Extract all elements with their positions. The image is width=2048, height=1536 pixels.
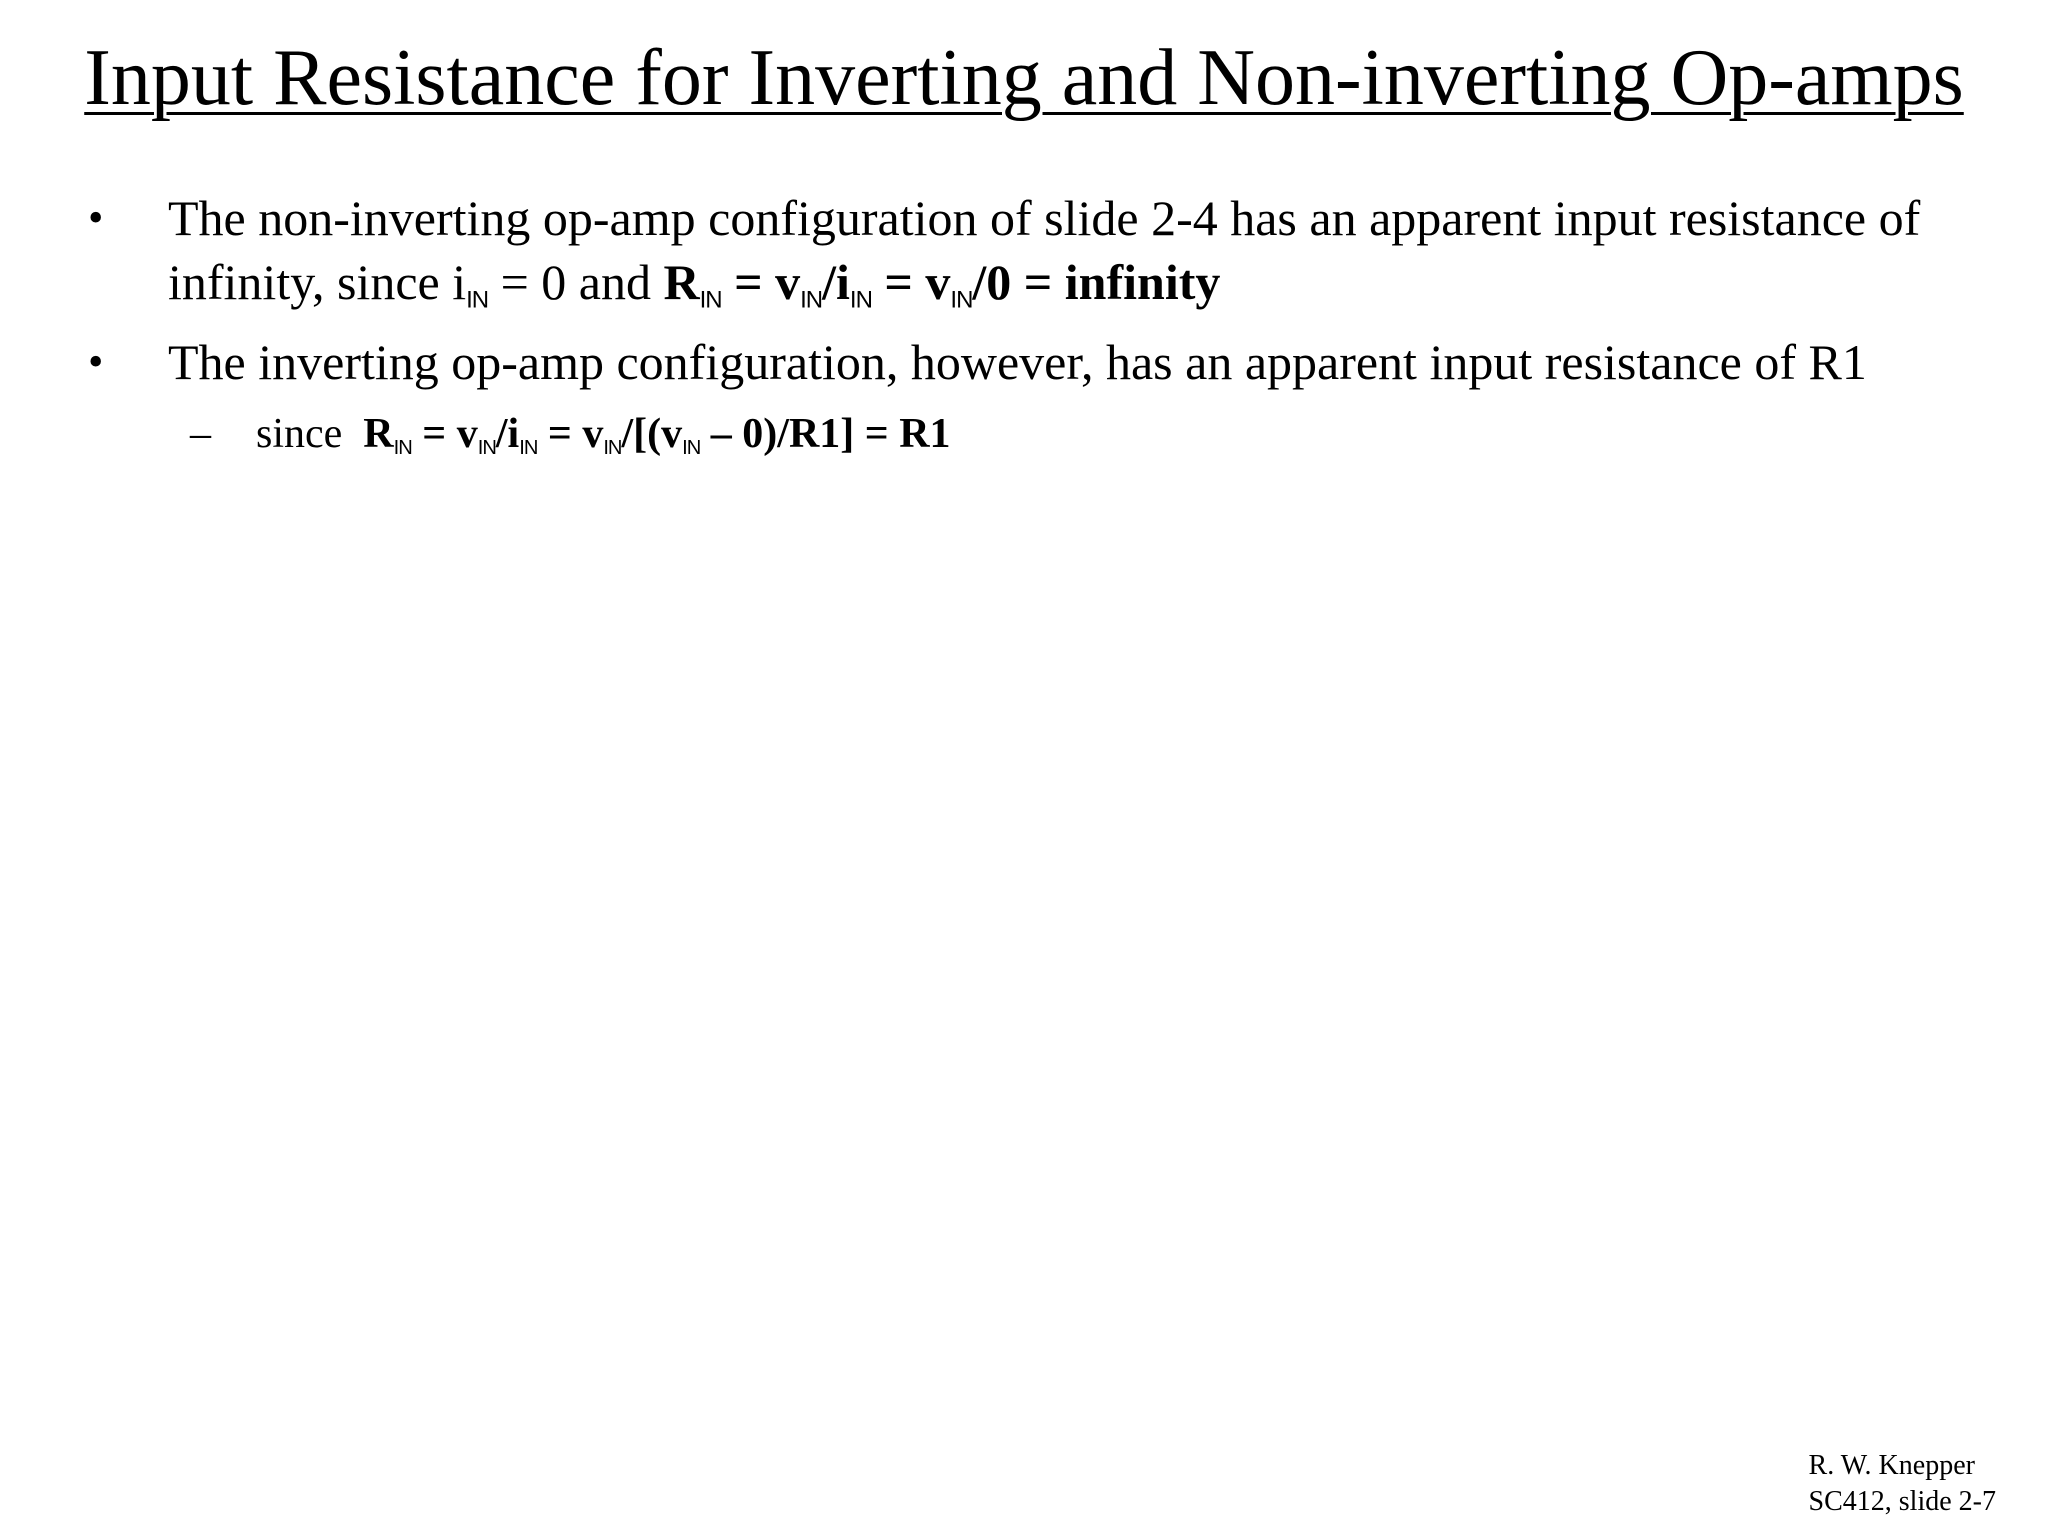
equation <box>363 411 951 460</box>
bullet-line-1: The non-inverting op-amp configuration of slide 2-4 has an apparent input resistance of <box>168 190 1921 246</box>
footer-slide-ref: SC412, slide 2-7 <box>1808 1486 1996 1517</box>
bullet-line-2 <box>168 250 2008 332</box>
eq-part: /i <box>822 254 850 310</box>
subscript: IN <box>519 437 538 460</box>
subscript: IN <box>950 286 973 314</box>
bullet-text: The inverting op-amp configuration, however, has an apparent input resistance of R1 <box>168 334 1867 390</box>
subscript: IN <box>682 437 701 460</box>
eq-symbol: R <box>663 254 700 310</box>
footer-author: R. W. Knepper <box>1808 1450 1975 1481</box>
subscript: IN <box>466 286 489 314</box>
slide-title: Input Resistance for Inverting and Non-inverting Op-amps <box>84 34 1964 122</box>
subscript: IN <box>699 286 722 314</box>
text-fragment: = 0 and <box>488 254 664 310</box>
subscript: IN <box>849 286 872 314</box>
eq-part: – 0)/R1] = R1 <box>700 411 951 457</box>
equation <box>663 254 1221 314</box>
eq-symbol: R <box>363 411 394 457</box>
eq-part: = v <box>871 254 951 310</box>
text-fragment: infinity, since i <box>168 254 467 310</box>
sub-bullet-text <box>256 406 951 476</box>
subscript: IN <box>603 437 622 460</box>
bullet-mark: • <box>88 337 104 386</box>
eq-part: /[(v <box>621 411 683 457</box>
eq-part: = v <box>411 411 478 457</box>
text-fragment: since <box>256 411 364 457</box>
subscript: IN <box>800 286 823 314</box>
bullet-text <box>168 186 2008 332</box>
bullet-mark: • <box>88 193 104 242</box>
eq-part: /i <box>495 411 520 457</box>
dash-mark: – <box>190 411 211 457</box>
eq-part: = v <box>721 254 801 310</box>
subscript: IN <box>477 437 496 460</box>
subscript: IN <box>393 437 412 460</box>
eq-part: = v <box>537 411 604 457</box>
slide-footer <box>1809 1448 1996 1520</box>
eq-part: /0 = infinity <box>972 254 1221 310</box>
